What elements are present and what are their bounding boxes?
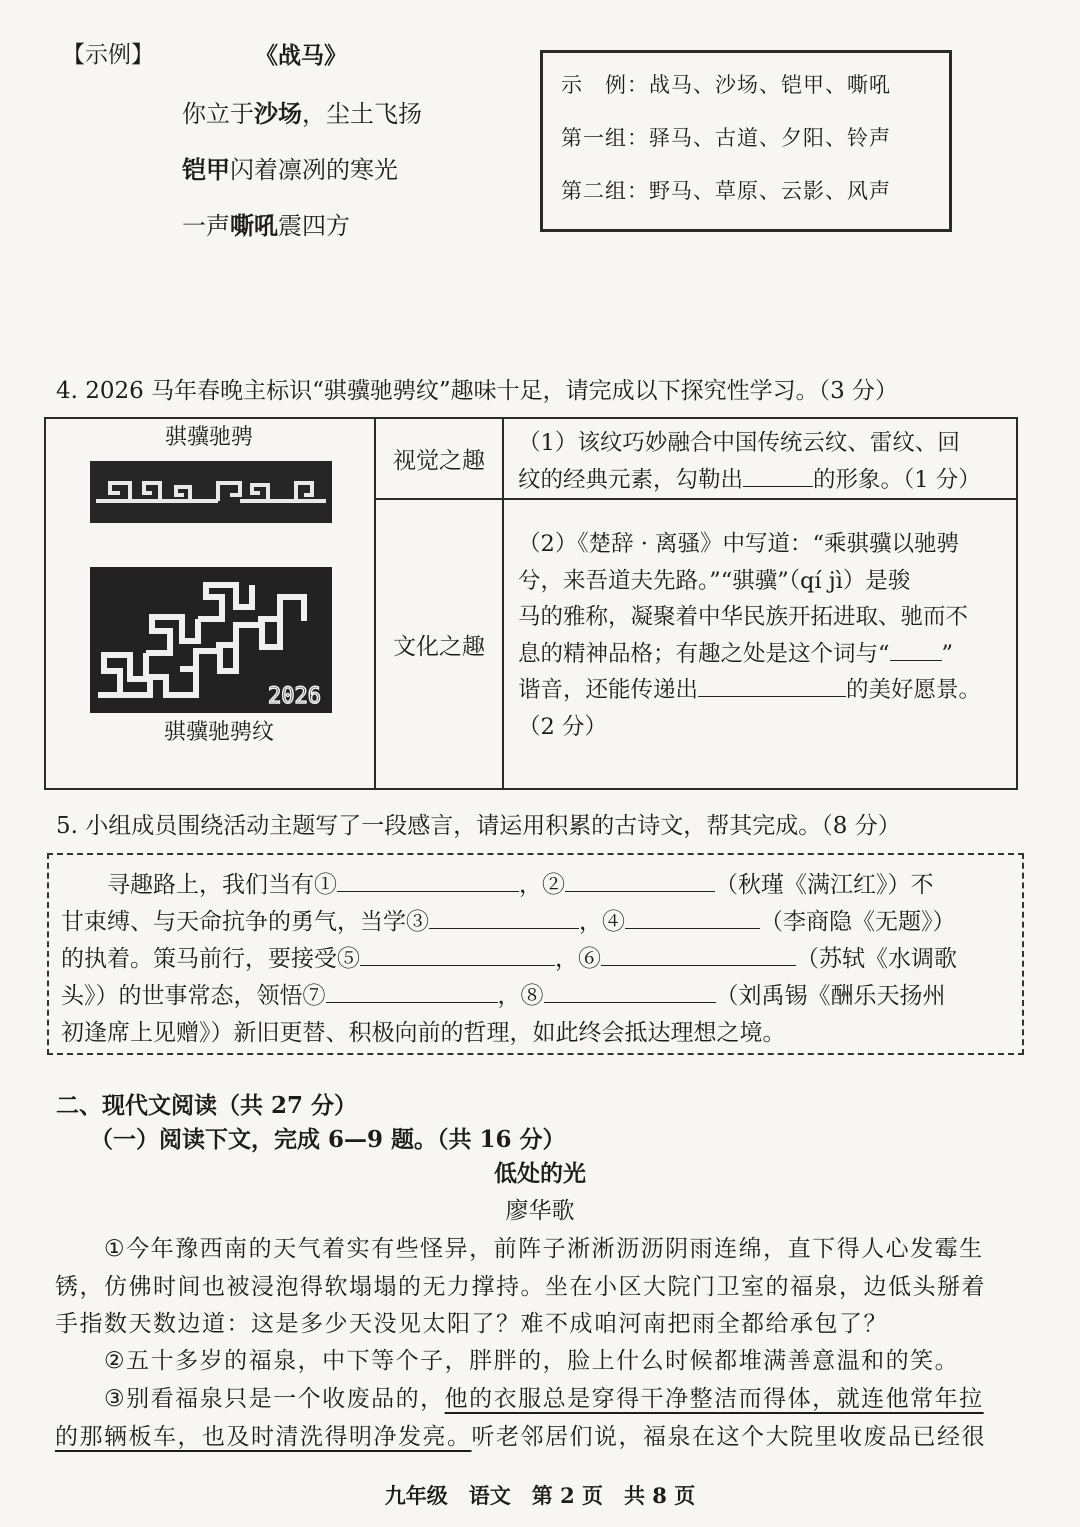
row-text-culture: （2）《楚辞 · 离骚》中写道：“乘骐骥以驰骋 兮，来吾道夫先路。”“骐骥”（qí jì）是骏 马的雅称，凝聚着中华民族开拓进取、驰而不 息的精神品格；有趣之处是这个词与“ ” 谐音，还能传递出 的美好愿景。 （2 分）: [503, 499, 1017, 789]
blank-q5-4[interactable]: [625, 908, 760, 929]
horse-pattern-logo: [90, 567, 332, 713]
section-heading: 二、现代文阅读（共 27 分）: [56, 1092, 358, 1119]
logo-image-cell: [45, 418, 375, 789]
blank-1[interactable]: [743, 466, 813, 487]
example-label: 【示例】: [62, 42, 154, 68]
poem-title: 《战马》: [255, 42, 347, 69]
passage-paragraph: 手指数天数边道：这是多少天没见太阳了？难不成咱河南把雨全都给承包了？: [55, 1311, 888, 1337]
passage-author: 廖华歌: [505, 1198, 575, 1224]
passage-title: 低处的光: [494, 1160, 586, 1187]
row-text-visual: （1）该纹巧妙融合中国传统云纹、雷纹、回 纹的经典元素，勾勒出 的形象。（1 分）: [503, 418, 1017, 499]
blank-q5-7[interactable]: [326, 982, 498, 1003]
blank-q5-2[interactable]: [565, 871, 715, 892]
poem-line: 一声嘶吼震四方: [182, 211, 350, 240]
passage-paragraph: ①今年豫西南的天气着实有些怪异，前阵子淅淅沥沥阴雨连绵，直下得人心发霉生: [104, 1236, 984, 1262]
row-label-visual: 视觉之趣: [375, 418, 503, 499]
blank-3[interactable]: [698, 676, 846, 697]
q4-table: [44, 417, 1018, 790]
image-caption-bottom: 骐骥驰骋纹: [163, 720, 274, 745]
word-group-2: 第二组：野马、草原、云影、风声: [561, 179, 891, 203]
row-label-culture: 文化之趣: [375, 499, 503, 789]
blank-2[interactable]: [890, 640, 942, 661]
image-caption-top: 骐骥驰骋: [164, 425, 253, 450]
q5-fill-box: 寻趣路上，我们当有① ，② （秋瑾《满江红》）不 甘束缚、与天命抗争的勇气，当学③ ，④ （李商隐《无题》） 的执着。策马前行，要接受⑤ ，⑥ （苏轼《水调歌 头》）的世事常态，领悟⑦ ，⑧ （刘禹锡《酬乐天扬州 初逢席上见赠》）新旧更替、积极向前的哲理，如此终会抵达理想之境。: [47, 853, 1024, 1055]
passage-paragraph: 锈，仿佛时间也被浸泡得软塌塌的无力撑持。坐在小区大院门卫室的福泉，边低头掰着: [55, 1274, 986, 1300]
q4-question: 4. 2026 马年春晚主标识“骐骥驰骋纹”趣味十足，请完成以下探究性学习。（3 分）: [56, 378, 899, 404]
pattern-strip-image: [90, 461, 332, 523]
blank-q5-5[interactable]: [360, 945, 555, 966]
poem-line: 你立于沙场，尘土飞扬: [182, 99, 422, 128]
word-group-box: [540, 50, 952, 232]
passage-paragraph: 的那辆板车，也及时清洗得明净发亮。听老邻居们说，福泉在这个大院里收废品已经很: [55, 1424, 986, 1450]
word-group-1: 第一组：驿马、古道、夕阳、铃声: [561, 126, 891, 150]
word-group-example: 示 例：战马、沙场、铠甲、嘶吼: [561, 73, 891, 97]
page-footer: 九年级 语文 第 2 页 共 8 页: [384, 1483, 696, 1508]
passage-paragraph: ③别看福泉只是一个收废品的，他的衣服总是穿得干净整洁而得体，就连他常年拉: [104, 1386, 984, 1412]
blank-q5-8[interactable]: [544, 982, 716, 1003]
poem-line: 铠甲闪着凛冽的寒光: [182, 155, 398, 184]
blank-q5-3[interactable]: [429, 908, 579, 929]
section-subheading: （一）阅读下文，完成 6—9 题。（共 16 分）: [90, 1126, 566, 1153]
blank-q5-1[interactable]: [337, 871, 519, 892]
q5-question: 5. 小组成员围绕活动主题写了一段感言，请运用积累的古诗文，帮其完成。（8 分）: [56, 813, 901, 839]
passage-paragraph: ②五十多岁的福泉，中下等个子，胖胖的，脸上什么时候都堆满善意温和的笑。: [104, 1348, 960, 1374]
logo-year: 2026: [268, 684, 321, 709]
blank-q5-6[interactable]: [601, 945, 796, 966]
